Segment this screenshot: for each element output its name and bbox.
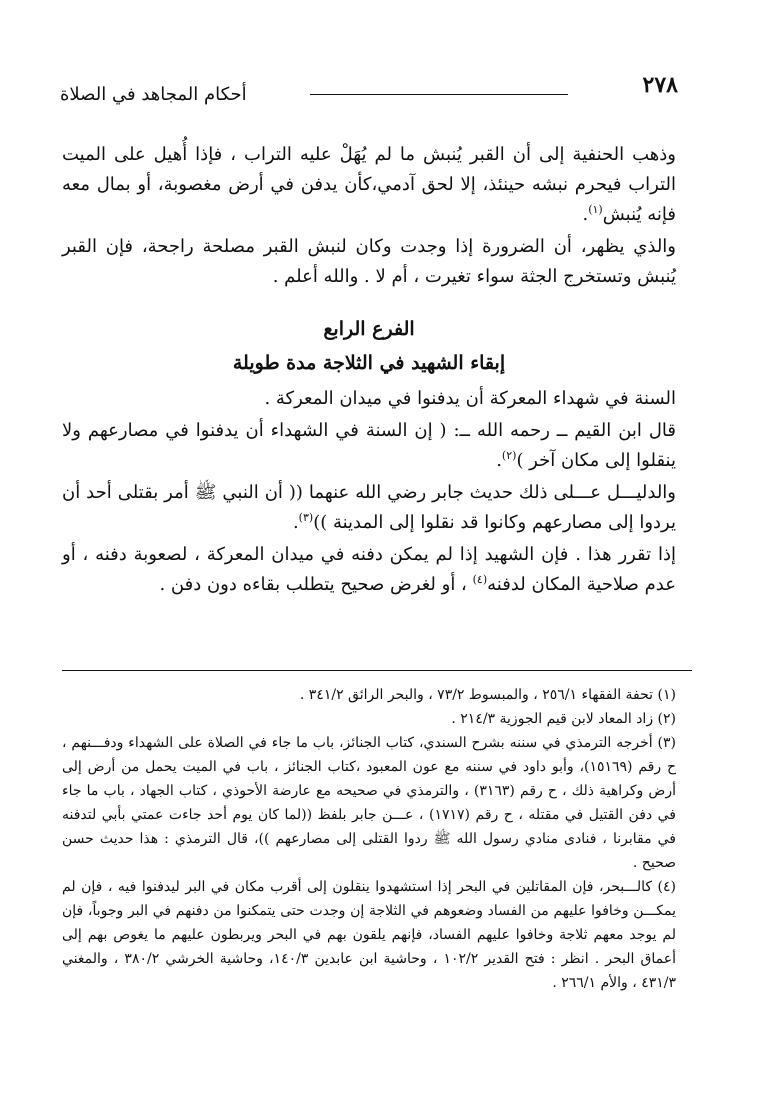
paragraph: والذي يظهر، أن الضرورة إذا وجدت وكان لنبش القبر مصلحة راجحة، فإن القبر يُنبش وتستخرج الجثة سواء تغيرت ، أم لا . والله أعلم . xyxy=(62,236,676,287)
footnote-rule xyxy=(62,670,692,671)
paragraph: السنة في شهداء المعركة أن يدفنوا في ميدان المعركة . xyxy=(264,388,676,409)
page-header xyxy=(60,72,678,112)
footnote-4: (٤) كالـــبحر، فإن المقاتلين في البحر إذا استشهدوا ينقلون إلى أقرب مكان في البر ليدفنوا فيه ، فإن لم يمكـــن وخافوا عليهم من الفساد وضعوهم في الثلاجة إن وجدت حتى يتمكنوا من دفنهم في البر وجوباً، فإن لم يوجد معهم ثلاجة وخافوا عليهم الفساد، فإنهم يلقون بهم في البحر ويربطون عليهم ما يغوص بهم إلى أعماق البحر . انظر : فتح القدير ١٠٢/٢ ، وحاشية ابن عابدين ١٤٠/٣، وحاشية الخرشي ٣٨٠/٢ ، والمغني ٤٣١/٣ ، والأم ٢٦٦/١ . xyxy=(62,879,676,991)
paragraph-text: إذا تقرر هذا . فإن الشهيد إذا لم يمكن دفنه في ميدان المعركة ، لصعوبة دفنه ، أو عدم صلاحية المكان لدفنه xyxy=(62,544,676,595)
footnote-1: (١) تحفة الفقهاء ٢٥٦/١ ، والمبسوط ٧٣/٢ ، والبحر الرائق ٣٤١/٢ . xyxy=(299,687,676,703)
paragraph xyxy=(62,140,676,230)
footnote-2: (٢) زاد المعاد لابن قيم الجوزية ٢١٤/٣ . xyxy=(451,711,676,727)
footnote-ref: (٣) xyxy=(298,511,314,524)
paragraph xyxy=(62,416,676,476)
section-heading: الفرع الرابع xyxy=(323,318,415,340)
running-title: أحكام المجاهد في الصلاة xyxy=(60,84,247,105)
footnote-ref: (١) xyxy=(588,203,603,216)
paragraph-end: . xyxy=(582,204,589,225)
paragraph-text: قال ابن القيم ــ رحمه الله ــ: ( إن السنة في الشهداء أن يدفنوا في مصارعهم ولا ينقلوا إلى مكان آخر ) xyxy=(62,420,676,471)
footnote-ref: (٢) xyxy=(501,449,517,462)
footnote-ref: (٤) xyxy=(472,573,488,586)
paragraph-text: والدليـــل عـــلى ذلك حديث جابر رضي الله عنهما (( أن النبي ﷺ أمر بقتلى أحد أن يردوا إلى مصارعهم وكانوا قد نقلوا إلى المدينة )) xyxy=(62,482,676,533)
paragraph-text: ، أو لغرض صحيح يتطلب بقاءه دون دفن . xyxy=(159,574,467,595)
paragraph-end: . xyxy=(496,450,502,471)
paragraph-end: . xyxy=(292,512,299,533)
footnote-3: (٣) أخرجه الترمذي في سننه بشرح السندي، كتاب الجنائز، باب ما جاء في الصلاة على الشهداء ودفـــنهم ، ح رقم (١٥١٦٩)، وأبو داود في سننه مع عون المعبود ،كتاب الجنائز ، باب في الميت يحمل من أرض إلى أرض وكراهية ذلك ، ح رقم (٣١٦٣) ، والترمذي في صحيحه مع عارضة الأحوذي ، كتاب الجهاد ، باب ما جاء في دفن القتيل في مقتله ، ح رقم (١٧١٧) ، عـــن جابر بلفظ ((لما كان يوم أحد جاءت عمتي بأبي لتدفنه في مقابرنا ، فنادى منادي رسول الله ﷺ ردوا القتلى إلى مصارعهم ))، قال الترمذي : هذا حديث حسن صحيح . xyxy=(62,735,676,871)
body-text xyxy=(62,140,676,602)
paragraph xyxy=(62,478,676,538)
footnotes xyxy=(62,683,676,995)
section-subheading: إبقاء الشهيد في الثلاجة مدة طويلة xyxy=(232,352,506,374)
paragraph xyxy=(62,540,676,600)
page-number: ٢٧٨ xyxy=(642,72,678,98)
paragraph-text: وذهب الحنفية إلى أن القبر يُنبش ما لم يُهَلْ عليه التراب ، فإذا أُهيل على الميت التراب فيحرم نبشه حينئذ، إلا لحق آدمي،كأن يدفن في أرض مغصوبة، أو بمال معه فإنه يُنبش xyxy=(62,144,676,225)
header-rule xyxy=(310,94,568,95)
